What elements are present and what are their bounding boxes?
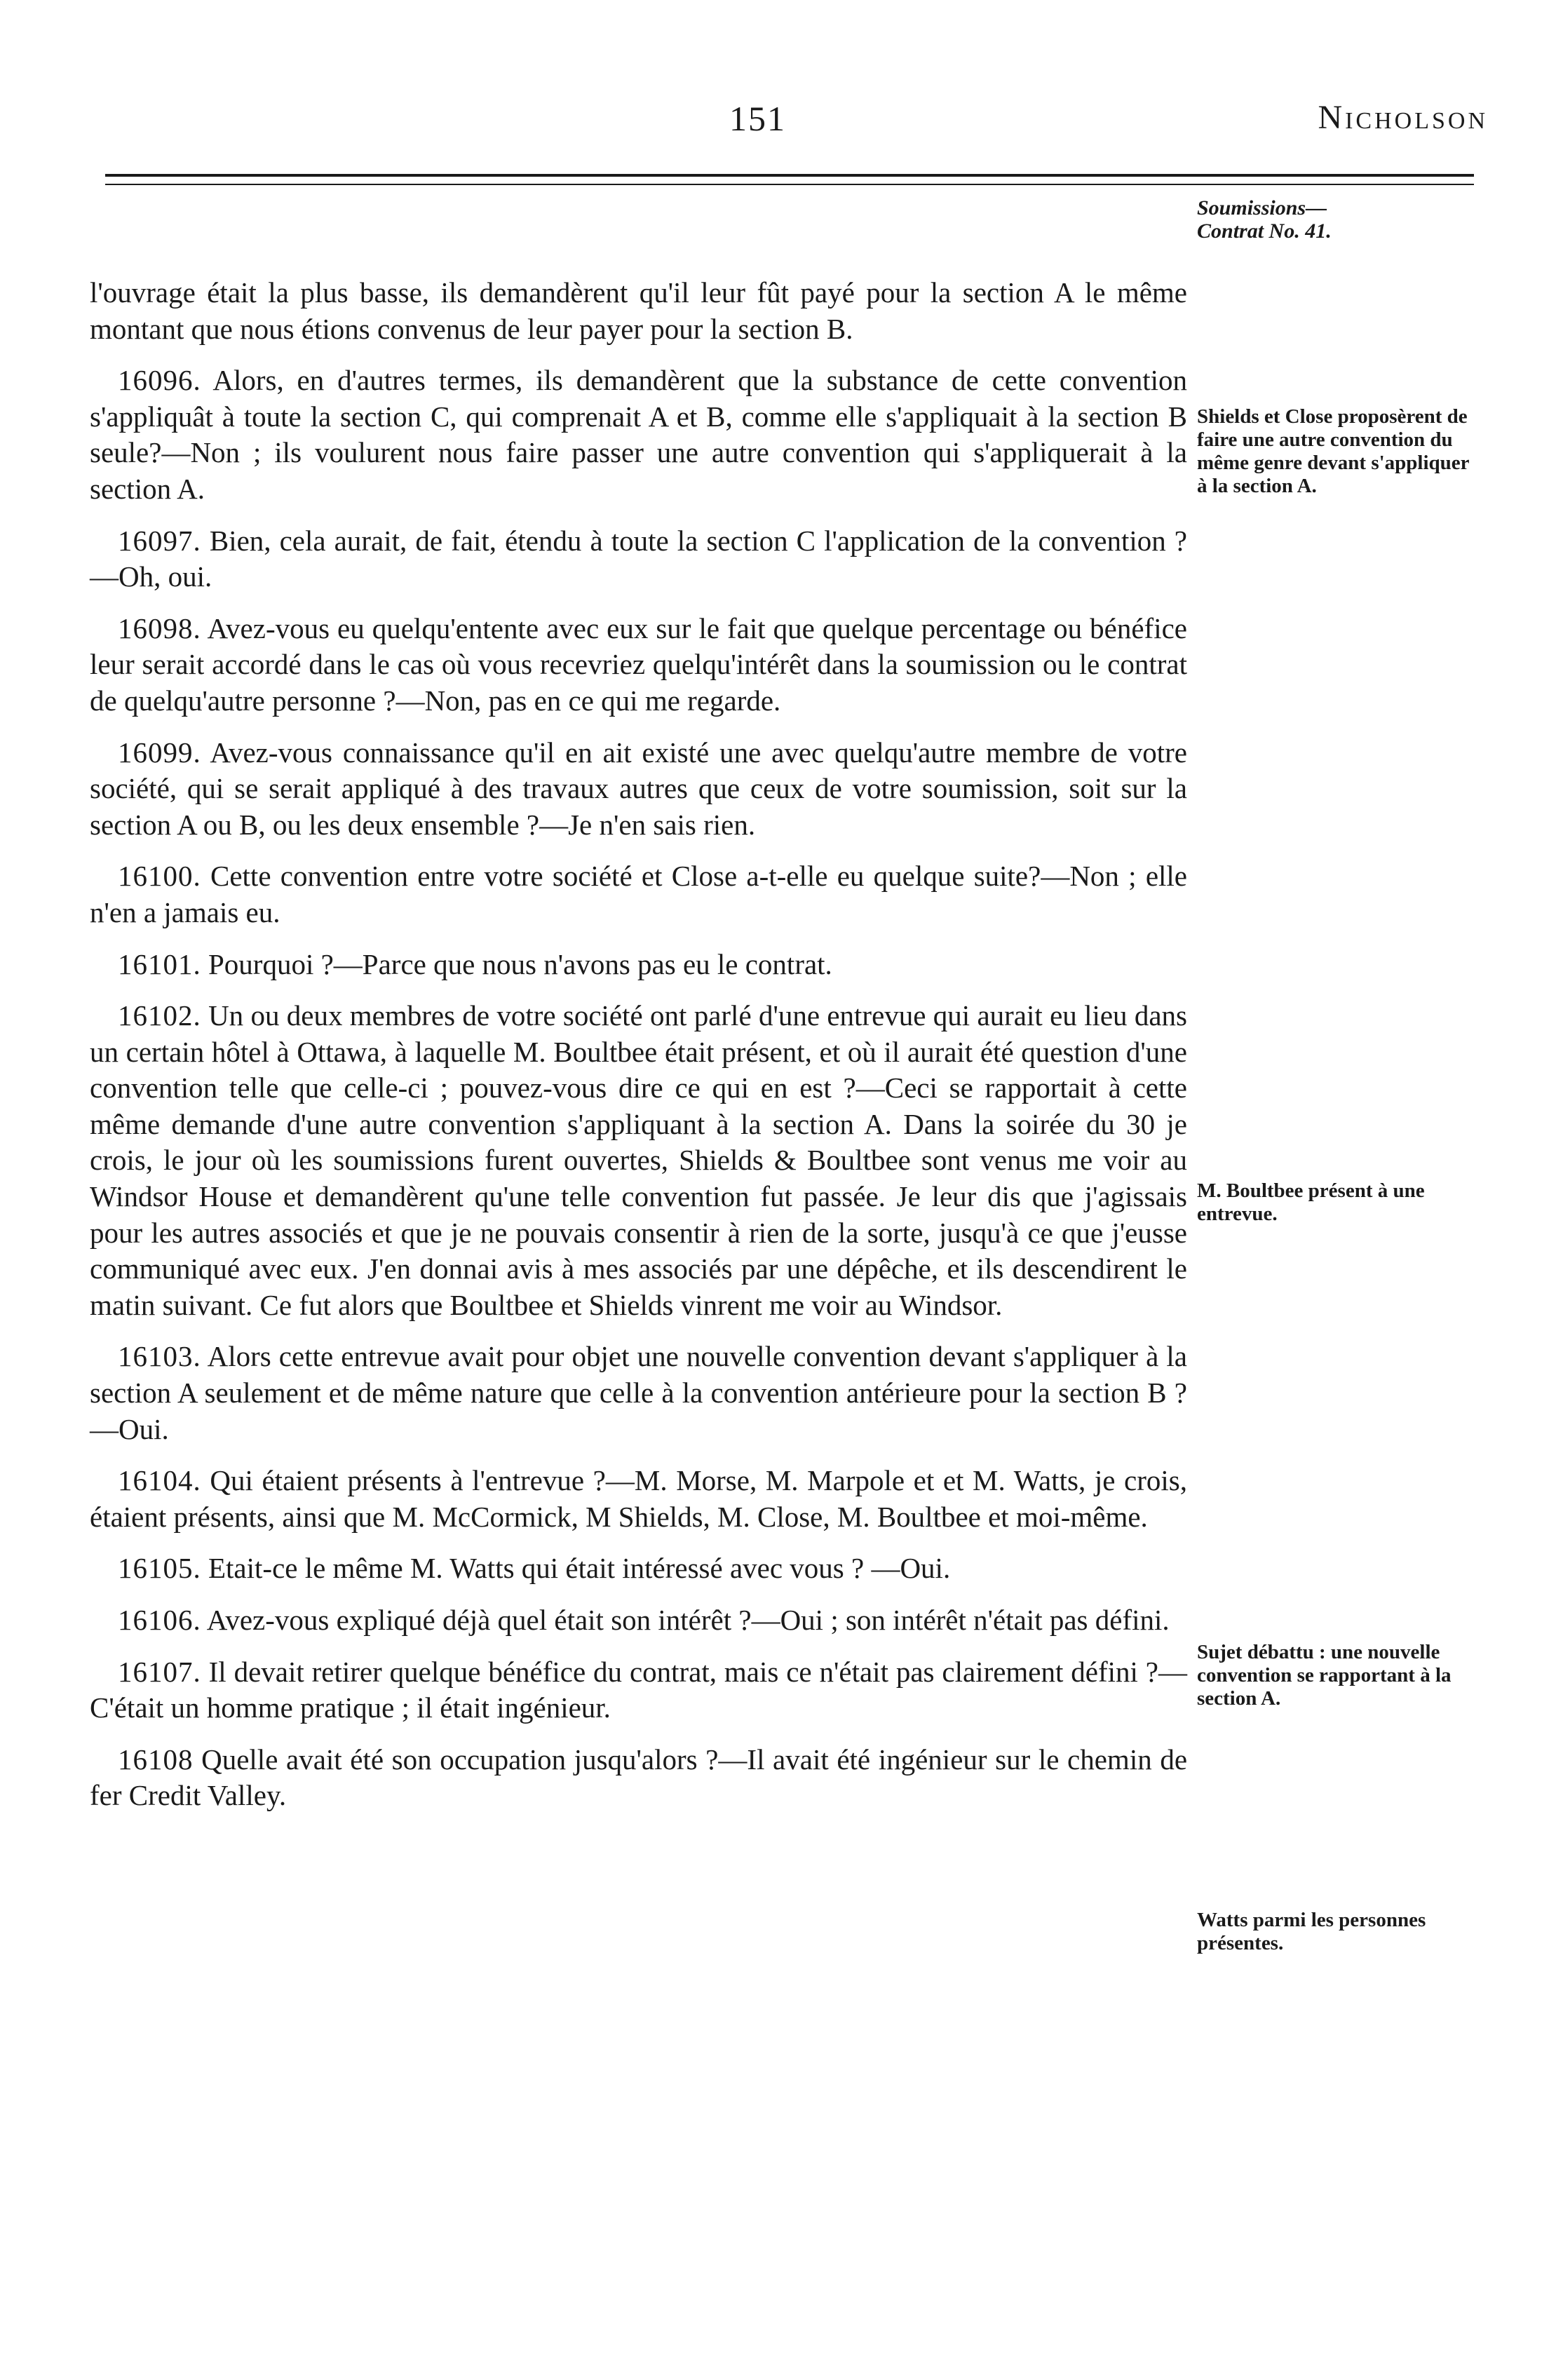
question-number: 16098. (118, 611, 201, 644)
running-head: Nicholson (1318, 99, 1488, 136)
question-number: 16107. (118, 1655, 201, 1688)
paragraph-16105 (90, 1550, 1187, 1587)
question-number: 16102. (118, 999, 201, 1032)
paragraph-16106 (90, 1602, 1187, 1639)
paragraph-text: Alors cette entrevue avait pour objet une nouvelle convention devant s'appliquer à la section A seulement et de même nature que celle à la convention antérieure pour la section B ?—Oui. (90, 1340, 1187, 1445)
paragraph-continued (90, 275, 1187, 347)
sidenote-contract: Soumissions— Contrat No. 41. (1197, 196, 1332, 243)
paragraph-16100 (90, 858, 1187, 931)
header-rule (105, 174, 1474, 177)
question-number: 16108 (118, 1743, 194, 1776)
paragraph-16104 (90, 1463, 1187, 1535)
paragraph-text: Alors, en d'autres termes, ils demandèrent que la substance de cette convention s'appliquât à toute la section C, qui comprenait A et B, comme elle s'appliquait à la section B seule?—Non ; ils voulurent nous faire passer une autre convention qui s'appliquerait à la section A. (90, 364, 1187, 505)
question-number: 16099. (118, 736, 201, 769)
paragraph-text: Il devait retirer quelque bénéfice du contrat, mais ce n'était pas clairement défini ?—C'était un homme pratique ; il était ingénieur. (90, 1655, 1188, 1724)
page-number: 151 (729, 99, 786, 138)
paragraph-text: Un ou deux membres de votre société ont parlé d'une entrevue qui aurait eu lieu dans un certain hôtel à Ottawa, à laquelle M. Boultbee était présent, et où il aurait été question d'une convention telle que celle-ci ; pouvez-vous dire ce qui en est ?—Ceci se rapportait à cette même demande d'une autre convention s'appliquant à la section A. Dans la soirée du 30 je crois, le jour où les soumissions furent ouvertes, Shields & Boultbee sont venus me voir au Windsor House et demandèrent qu'une telle convention fut passée. Je leur dis que j'agissais pour les autres associés et que je ne pouvais consentir à rien de la sorte, jusqu'à ce que j'eusse communiqué avec eux. J'en donnai avis à mes associés par une dépêche, et ils descendirent le matin suivant. Ce fut alors que Boultbee et Shields vinrent me voir au Windsor. (90, 999, 1188, 1321)
paragraph-16107 (90, 1654, 1187, 1726)
paragraph-text: Avez-vous eu quelqu'entente avec eux sur le fait que quelque percentage ou bénéfice leur serait accordé dans le cas où vous recevriez quelqu'intérêt dans la soumission ou le contrat de quelqu'autre personne ?—Non, pas en ce qui me regarde. (90, 611, 1187, 717)
paragraph-text: Cette convention entre votre société et Close a-t-elle eu quelque suite?—Non ; elle n'en a jamais eu. (90, 860, 1187, 928)
paragraph-16099 (90, 735, 1187, 844)
paragraph-text: Avez-vous connaissance qu'il en ait existé une avec quelqu'autre membre de votre société, qui se serait appliqué à des travaux autres que ceux de votre soumission, soit sur la section A ou B, ou les deux ensemble ?—Je n'en sais rien. (90, 736, 1187, 841)
paragraph-text: Avez-vous expliqué déjà quel était son intérêt ?—Oui ; son intérêt n'était pas défini. (206, 1604, 1170, 1636)
question-number: 16103. (118, 1340, 201, 1373)
paragraph-16096 (90, 363, 1187, 507)
paragraph-16108 (90, 1742, 1187, 1814)
sidenote-shields-close: Shields et Close proposèrent de faire une autre convention du même genre devant s'appliquer à la section A. (1197, 405, 1470, 497)
sidenote-sujet: Sujet débattu : une nouvelle convention se rapportant à la section A. (1197, 1641, 1452, 1710)
paragraph-text: Qui étaient présents à l'entrevue ?—M. Morse, M. Marpole et et M. Watts, je crois, étaient présents, ainsi que M. McCormick, M Shields, M. Close, M. Boultbee et moi-même. (90, 1464, 1188, 1533)
question-number: 16100. (118, 860, 201, 893)
sidenote-watts: Watts parmi les personnes présentes. (1197, 1909, 1426, 1954)
question-number: 16096. (118, 364, 201, 397)
paragraph-16103 (90, 1339, 1187, 1447)
question-number: 16106. (118, 1604, 201, 1636)
paragraph-text: Quelle avait été son occupation jusqu'alors ?—Il avait été ingénieur sur le chemin de fer Credit Valley. (90, 1743, 1188, 1812)
question-number: 16101. (118, 947, 201, 980)
paragraph-16101 (90, 947, 1187, 983)
paragraph-16102 (90, 998, 1187, 1323)
body-text (90, 275, 1187, 1830)
question-number: 16104. (118, 1464, 201, 1497)
question-number: 16097. (118, 524, 201, 557)
paragraph-text: Etait-ce le même M. Watts qui était intéressé avec vous ? —Oui. (208, 1552, 951, 1585)
sidenote-boultbee: M. Boultbee présent à une entrevue. (1197, 1179, 1425, 1225)
paragraph-text: l'ouvrage était la plus basse, ils demandèrent qu'il leur fût payé pour la section A le même montant que nous étions convenus de leur payer pour la section B. (90, 276, 1187, 345)
paragraph-text: Pourquoi ?—Parce que nous n'avons pas eu le contrat. (208, 947, 832, 980)
header-rule-thin (105, 184, 1474, 185)
question-number: 16105. (118, 1552, 201, 1585)
paragraph-16098 (90, 611, 1187, 719)
paragraph-16097 (90, 523, 1187, 595)
paragraph-text: Bien, cela aurait, de fait, étendu à toute la section C l'application de la convention ?—Oh, oui. (90, 524, 1188, 593)
